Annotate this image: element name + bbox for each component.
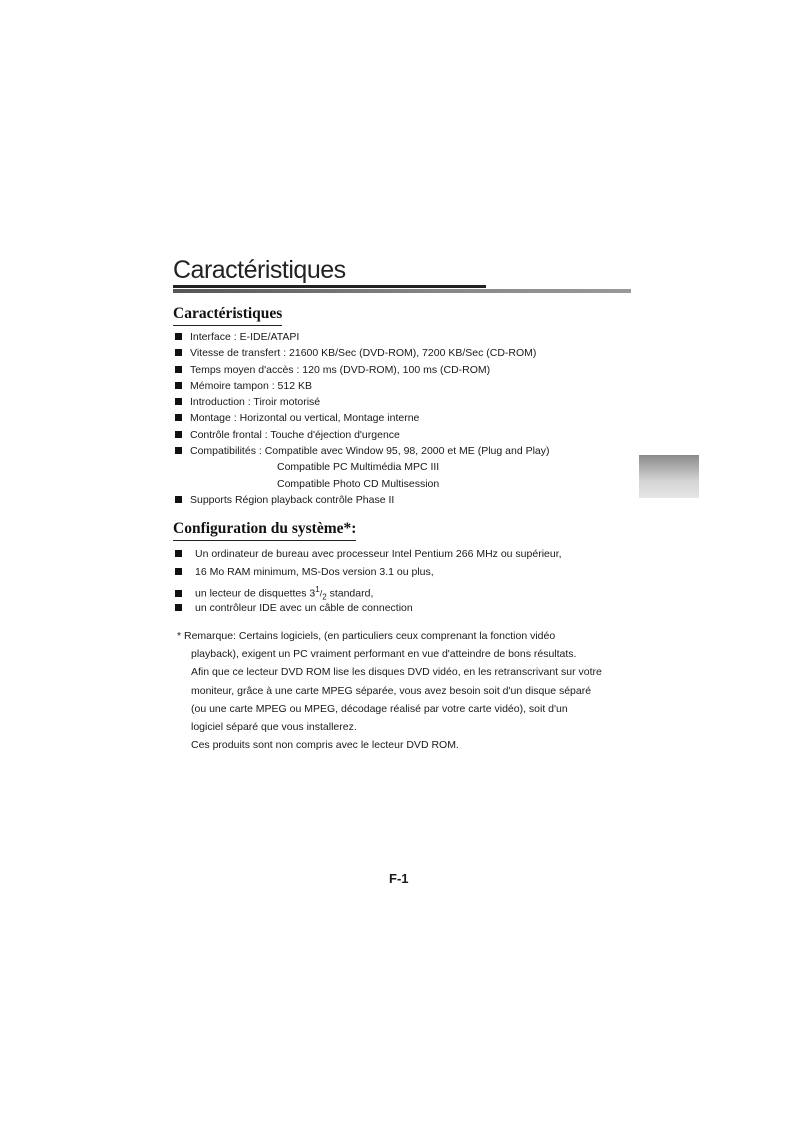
list-item: Contrôle frontal : Touche d'éjection d'urgence: [175, 427, 550, 443]
square-bullet-icon: [175, 382, 182, 389]
square-bullet-icon: [175, 550, 182, 557]
square-bullet-icon: [175, 349, 182, 356]
note-line: moniteur, grâce à une carte MPEG séparée, vous avez besoin soit d'un disque séparé: [191, 684, 592, 697]
title-rule-thin: [173, 289, 631, 293]
chapter-side-tab: [639, 455, 699, 498]
square-bullet-icon: [175, 590, 182, 597]
features-list: [175, 329, 550, 508]
square-bullet-icon: [175, 333, 182, 340]
note-line: * Remarque: Certains logiciels, (en particuliers ceux comprenant la fonction vidéo: [177, 630, 556, 642]
note-line: playback), exigent un PC vraiment performant en vue d'atteindre de bons résultats.: [191, 648, 577, 661]
list-item: Un ordinateur de bureau avec processeur Intel Pentium 266 MHz ou supérieur,: [175, 545, 562, 563]
system-config-list: [175, 545, 562, 617]
features-heading: Caractéristiques: [173, 305, 282, 326]
note-line: Ces produits sont non compris avec le lecteur DVD ROM.: [191, 739, 459, 752]
note-line: (ou une carte MPEG ou MPEG, décodage réalisé par votre carte vidéo), soit d'un: [191, 702, 568, 715]
list-item-continuation: Compatible PC Multimédia MPC III: [277, 461, 440, 474]
list-item: Temps moyen d'accès : 120 ms (DVD-ROM), 100 ms (CD-ROM): [175, 362, 550, 378]
list-item-continuation: Compatible Photo CD Multisession: [277, 477, 440, 490]
list-item: 16 Mo RAM minimum, MS-Dos version 3.1 ou plus,: [175, 563, 562, 581]
square-bullet-icon: [175, 568, 182, 575]
remark-note: [177, 627, 647, 754]
list-item: Introduction : Tiroir motorisé: [175, 394, 550, 410]
page-number: F-1: [389, 871, 409, 886]
title-rule-thick: [173, 285, 486, 288]
note-line: Afin que ce lecteur DVD ROM lise les disques DVD vidéo, en les retranscrivant sur votre: [191, 666, 602, 679]
list-item: Montage : Horizontal ou vertical, Montage interne: [175, 410, 550, 426]
square-bullet-icon: [175, 414, 182, 421]
list-item: Compatibilités : Compatible avec Window 95, 98, 2000 et ME (Plug and Play): [175, 443, 550, 459]
list-item: Interface : E-IDE/ATAPI: [175, 329, 550, 345]
square-bullet-icon: [175, 604, 182, 611]
system-config-heading: Configuration du système*:: [173, 520, 356, 541]
list-item: Mémoire tampon : 512 KB: [175, 378, 550, 394]
square-bullet-icon: [175, 398, 182, 405]
square-bullet-icon: [175, 447, 182, 454]
page-title: Caractéristiques: [173, 256, 346, 284]
list-item: Supports Région playback contrôle Phase II: [175, 492, 550, 508]
list-item: un lecteur de disquettes $3^1/_2$ standard,: [175, 581, 562, 599]
square-bullet-icon: [175, 366, 182, 373]
list-item: Vitesse de transfert : 21600 KB/Sec (DVD-ROM), 7200 KB/Sec (CD-ROM): [175, 345, 550, 361]
square-bullet-icon: [175, 431, 182, 438]
list-item: un contrôleur IDE avec un câble de connection: [175, 599, 562, 617]
note-line: logiciel séparé que vous installerez.: [191, 721, 357, 734]
square-bullet-icon: [175, 496, 182, 503]
